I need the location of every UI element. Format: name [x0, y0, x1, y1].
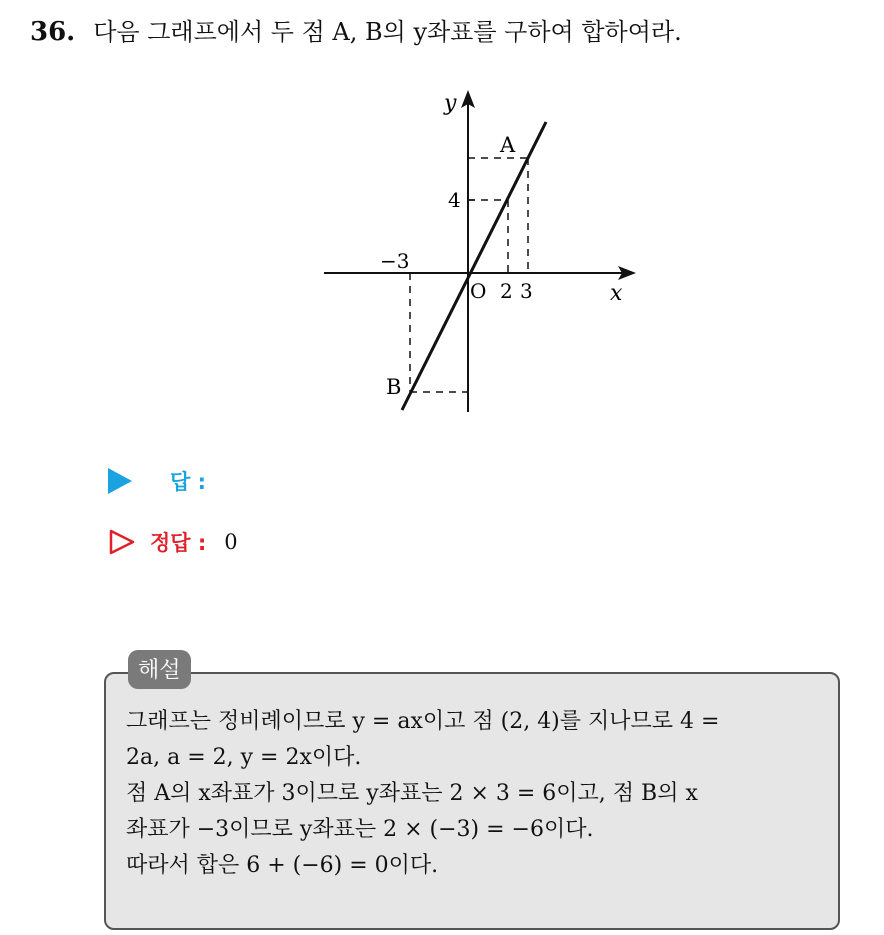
correct-answer-value: 0: [224, 530, 238, 554]
point-b-label: B: [386, 375, 402, 399]
tick-label-x-neg3: −3: [380, 249, 410, 273]
answer-label: 답 :: [170, 470, 206, 494]
outline-triangle-icon: [108, 528, 136, 556]
correct-answer-label: 정답 :: [150, 531, 207, 555]
linear-graph: [300, 80, 660, 430]
play-triangle-icon: [108, 468, 132, 494]
correct-answer-row: [108, 527, 238, 557]
question-line: [30, 12, 682, 47]
y-axis-label: y: [444, 91, 457, 116]
tick-label-y-4: 4: [448, 188, 461, 212]
solution-line-3: 점 A의 x좌표가 3이므로 y좌표는 2 × 3 = 6이고, 점 B의 x: [126, 781, 698, 806]
tick-label-x-2: 2: [500, 279, 513, 303]
solution-line-2: 2a, a = 2, y = 2x이다.: [126, 745, 362, 770]
tick-label-x-3: 3: [520, 279, 533, 303]
solution-text: [126, 704, 826, 884]
graph-line: [402, 122, 546, 410]
answer-row: [108, 466, 224, 496]
x-axis-label: x: [610, 281, 623, 306]
point-a-label: A: [500, 133, 516, 157]
solution-tab: 해설: [128, 650, 191, 689]
solution-line-1: 그래프는 정비례이므로 y = ax이고 점 (2, 4)를 지나므로 4 =: [126, 709, 720, 734]
question-number: 36.: [30, 17, 76, 47]
solution-line-4: 좌표가 −3이므로 y좌표는 2 × (−3) = −6이다.: [126, 817, 594, 842]
origin-label: O: [470, 279, 487, 303]
question-text: 다음 그래프에서 두 점 A, B의 y좌표를 구하여 합하여라.: [93, 18, 682, 46]
solution-line-5: 따라서 합은 6 + (−6) = 0이다.: [126, 853, 439, 878]
